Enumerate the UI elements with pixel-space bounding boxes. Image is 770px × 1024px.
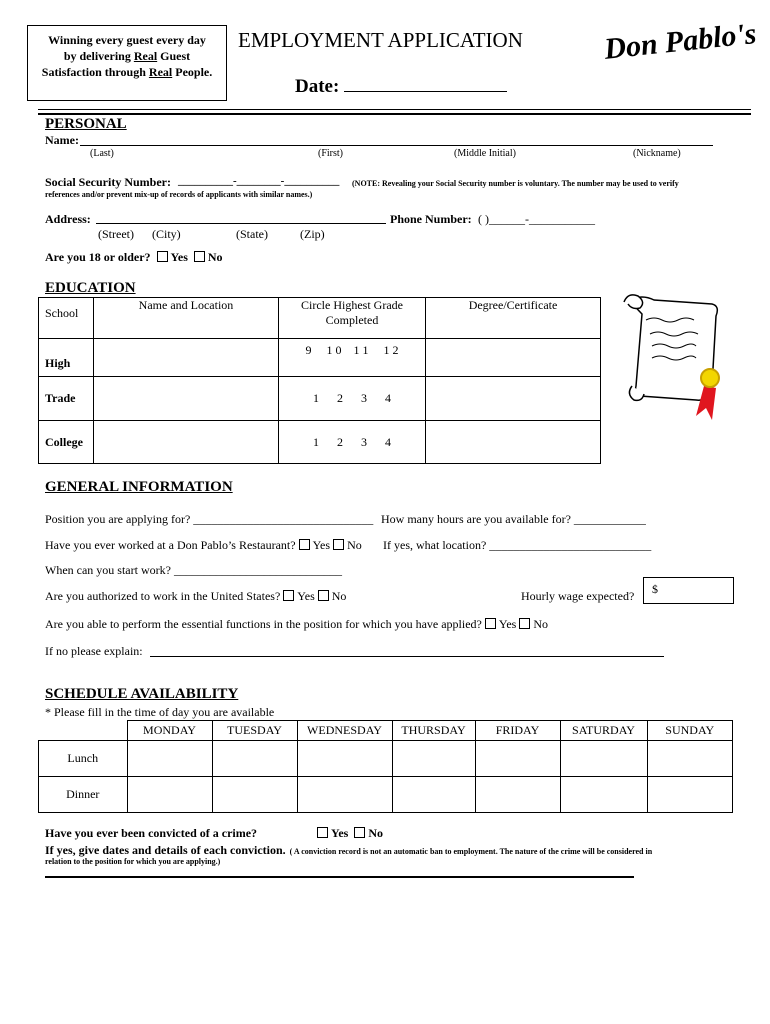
- worked-no-checkbox[interactable]: [333, 539, 344, 550]
- explain-label: If no please explain:: [45, 644, 143, 658]
- high-degree-cell[interactable]: [426, 339, 601, 377]
- schedule-cell[interactable]: [297, 777, 392, 813]
- phone-field[interactable]: ( )______-___________: [478, 212, 595, 226]
- trade-grades[interactable]: 1 2 3 4: [279, 377, 426, 421]
- education-heading: EDUCATION: [45, 280, 136, 296]
- college-grades[interactable]: 1 2 3 4: [279, 421, 426, 464]
- col-school: School: [39, 298, 94, 339]
- college-degree-cell[interactable]: [426, 421, 601, 464]
- address-field[interactable]: [96, 223, 386, 224]
- name-part-middle: (Middle Initial): [454, 148, 516, 159]
- personal-heading: PERSONAL: [45, 116, 127, 132]
- ssn-field[interactable]: __________-________-__________: [178, 175, 340, 187]
- perform-yes-checkbox[interactable]: [485, 618, 496, 629]
- authorized-no-checkbox[interactable]: [318, 590, 329, 601]
- diploma-scroll-icon: [616, 290, 732, 436]
- logo-text: Don Pablo's: [602, 17, 758, 66]
- perform-no-checkbox[interactable]: [519, 618, 530, 629]
- schedule-heading: SCHEDULE AVAILABILITY: [45, 686, 239, 702]
- table-row: [39, 377, 601, 421]
- address-part-street: (Street): [98, 227, 134, 241]
- row-label-trade: Trade: [39, 377, 94, 421]
- position-question[interactable]: Position you are applying for? ______________________________: [45, 512, 374, 526]
- age-question: Are you 18 or older? Yes No: [45, 250, 223, 264]
- worked-no-label: No: [347, 538, 362, 552]
- day-sunday: SUNDAY: [647, 721, 733, 741]
- perform-no-label: No: [533, 617, 549, 631]
- crime-details-field[interactable]: [45, 876, 634, 878]
- schedule-cell[interactable]: [127, 741, 212, 777]
- age-no-label: No: [207, 250, 223, 264]
- age-yes-label: Yes: [170, 250, 188, 264]
- authorized-no-label: No: [331, 589, 347, 603]
- explain-field[interactable]: [150, 656, 664, 657]
- schedule-cell[interactable]: [212, 777, 297, 813]
- slogan-box: [27, 25, 227, 101]
- phone-label: Phone Number:: [390, 212, 472, 226]
- page-title: EMPLOYMENT APPLICATION: [238, 28, 523, 52]
- schedule-cell[interactable]: [297, 741, 392, 777]
- wage-field[interactable]: $: [643, 577, 734, 604]
- table-row: [39, 421, 601, 464]
- schedule-cell[interactable]: [560, 741, 647, 777]
- name-part-nickname: (Nickname): [633, 148, 681, 159]
- col-name: Name and Location: [94, 298, 279, 339]
- schedule-cell[interactable]: [475, 741, 560, 777]
- general-heading: GENERAL INFORMATION: [45, 479, 233, 495]
- slogan-line-3: Satisfaction through Real People.: [41, 65, 213, 79]
- name-field[interactable]: [80, 145, 713, 146]
- schedule-table: [38, 720, 733, 813]
- crime-yes-checkbox[interactable]: [317, 827, 328, 838]
- schedule-note: * Please fill in the time of day you are available: [45, 705, 275, 719]
- authorized-question: Are you authorized to work in the United States? Yes No: [45, 589, 347, 603]
- crime-options: [317, 826, 383, 841]
- address-part-city: (City): [152, 227, 181, 241]
- schedule-cell[interactable]: [647, 777, 733, 813]
- high-name-cell[interactable]: [94, 339, 279, 377]
- crime-yes-label: Yes: [331, 826, 349, 840]
- day-saturday: SATURDAY: [560, 721, 647, 741]
- date-label: Date:: [295, 76, 340, 97]
- schedule-cell[interactable]: [560, 777, 647, 813]
- row-dinner: Dinner: [39, 777, 128, 813]
- day-wednesday: WEDNESDAY: [297, 721, 392, 741]
- crime-no-checkbox[interactable]: [354, 827, 365, 838]
- crime-no-label: No: [368, 826, 384, 840]
- trade-name-cell[interactable]: [94, 377, 279, 421]
- table-row: [39, 741, 733, 777]
- date-field[interactable]: [344, 91, 507, 92]
- table-row: [39, 339, 601, 377]
- address-part-zip: (Zip): [300, 227, 325, 241]
- divider: [38, 109, 751, 115]
- day-thursday: THURSDAY: [392, 721, 475, 741]
- hours-question[interactable]: How many hours are you available for? ____________: [381, 512, 646, 526]
- high-grades[interactable]: 9 1 0 1 1 1 2: [279, 339, 426, 377]
- slogan-line-1: Winning every guest every day: [48, 33, 206, 47]
- wage-question: Hourly wage expected?: [521, 589, 635, 603]
- name-part-first: (First): [318, 148, 343, 159]
- start-question[interactable]: When can you start work? ____________________________: [45, 563, 342, 577]
- day-friday: FRIDAY: [475, 721, 560, 741]
- age-no-checkbox[interactable]: [194, 251, 205, 262]
- schedule-cell[interactable]: [212, 741, 297, 777]
- ssn-label: Social Security Number:: [45, 175, 171, 189]
- crime-details: If yes, give dates and details of each conviction. ( A conviction record is not an automatic ban to employment. The nature of the crime will be considered in: [45, 843, 653, 857]
- name-label: Name:: [45, 133, 79, 147]
- row-label-college: College: [39, 421, 94, 464]
- crime-question: Have you ever been convicted of a crime?: [45, 826, 258, 840]
- authorized-yes-checkbox[interactable]: [283, 590, 294, 601]
- education-table: [38, 297, 601, 464]
- trade-degree-cell[interactable]: [426, 377, 601, 421]
- schedule-cell[interactable]: [127, 777, 212, 813]
- worked-yes-checkbox[interactable]: [299, 539, 310, 550]
- college-name-cell[interactable]: [94, 421, 279, 464]
- address-label: Address:: [45, 212, 91, 226]
- day-monday: MONDAY: [127, 721, 212, 741]
- worked-yes-label: Yes: [312, 538, 331, 552]
- col-degree: Degree/Certificate: [426, 298, 601, 339]
- address-part-state: (State): [236, 227, 268, 241]
- schedule-cell[interactable]: [392, 741, 475, 777]
- age-yes-checkbox[interactable]: [157, 251, 168, 262]
- slogan-line-2: by delivering Real Guest: [63, 49, 191, 63]
- ssn-note: (NOTE: Revealing your Social Security number is voluntary. The number may be used to verify: [352, 179, 679, 188]
- perform-question: Are you able to perform the essential functions in the position for which you have applied? Yes No: [45, 617, 549, 631]
- schedule-cell[interactable]: [475, 777, 560, 813]
- schedule-cell[interactable]: [392, 777, 475, 813]
- perform-yes-label: Yes: [498, 617, 517, 631]
- crime-details-note-2: relation to the position for which you are applying.): [45, 857, 221, 866]
- day-tuesday: TUESDAY: [212, 721, 297, 741]
- row-lunch: Lunch: [39, 741, 128, 777]
- row-label-high: High: [39, 339, 94, 377]
- location-question[interactable]: If yes, what location? ___________________________: [383, 538, 652, 552]
- ssn-note-2: references and/or prevent mix-up of records of applicants with similar names.): [45, 190, 313, 199]
- name-part-last: (Last): [90, 148, 114, 159]
- authorized-yes-label: Yes: [297, 589, 315, 603]
- schedule-corner: [39, 721, 128, 741]
- col-grade: Circle Highest Grade Completed: [279, 298, 426, 339]
- don-pablos-logo: [600, 17, 758, 66]
- table-row: [39, 777, 733, 813]
- worked-question: Have you ever worked at a Don Pablo’s Restaurant? Yes No: [45, 538, 362, 552]
- schedule-cell[interactable]: [647, 741, 733, 777]
